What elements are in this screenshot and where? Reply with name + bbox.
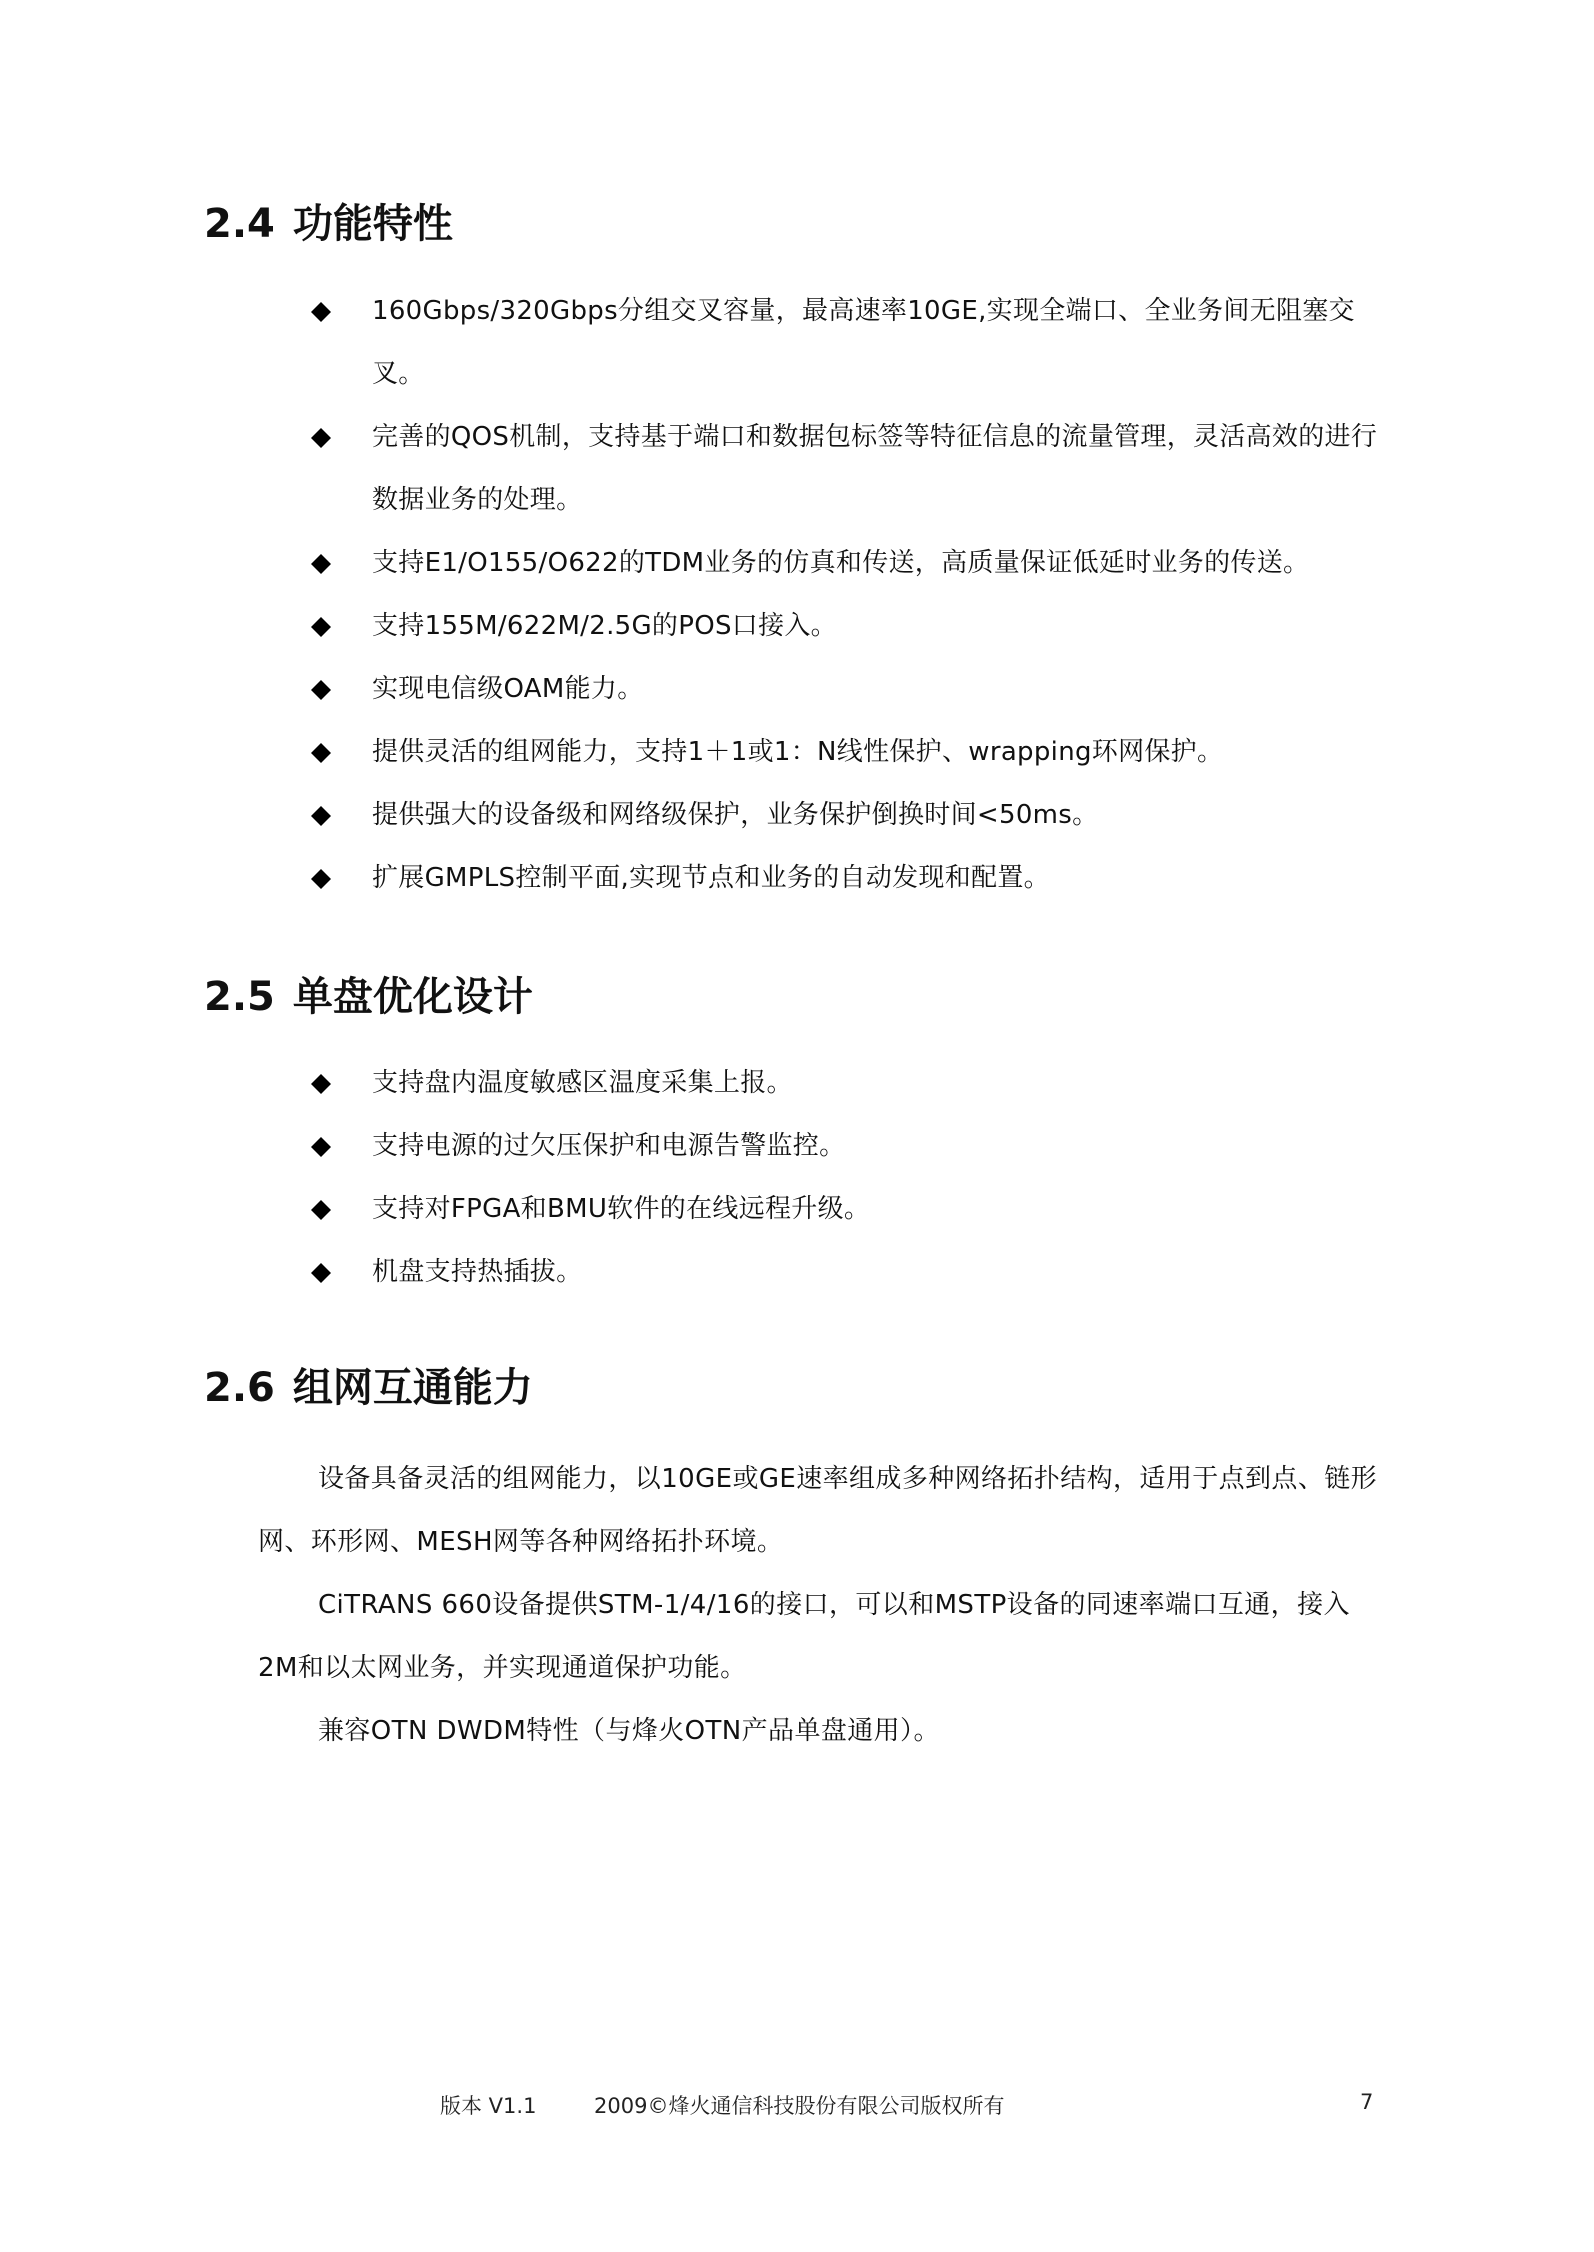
list-item-text: 完善的QOS机制，支持基于端口和数据包标签等特征信息的流量管理，灵活高效的进行数据业务的处理。 (372, 422, 1378, 515)
list-item (318, 1115, 1378, 1178)
section-title: 组网互通能力 (292, 1365, 533, 1411)
list-item (318, 658, 1378, 721)
list-item (318, 1241, 1378, 1304)
list-item-text: 扩展GMPLS控制平面,实现节点和业务的自动发现和配置。 (372, 863, 1050, 893)
list-item-text: 提供灵活的组网能力，支持1＋1或1：N线性保护、wrapping环网保护。 (372, 737, 1224, 767)
page-footer (0, 2090, 1594, 2130)
list-item-text: 提供强大的设备级和网络级保护，业务保护倒换时间<50ms。 (372, 800, 1099, 830)
section-heading-2-4 (204, 200, 453, 248)
footer-copyright: 2009©烽火通信科技股份有限公司版权所有 (594, 2094, 1005, 2118)
section-number: 2.6 (204, 1365, 275, 1411)
section-title: 功能特性 (292, 201, 453, 247)
list-item (318, 280, 1378, 406)
list-item-text: 支持对FPGA和BMU软件的在线远程升级。 (372, 1194, 871, 1224)
list-item (318, 406, 1378, 532)
diamond-bullet-icon (306, 721, 336, 784)
list-item-text: 支持155M/622M/2.5G的POS口接入。 (372, 611, 837, 641)
diamond-bullet-icon (306, 658, 336, 721)
section-heading-2-5 (204, 973, 533, 1021)
diamond-bullet-icon (306, 595, 336, 658)
body-paragraph: CiTRANS 660设备提供STM-1/4/16的接口，可以和MSTP设备的同速率端口互通，接入2M和以太网业务，并实现通道保护功能。 (258, 1590, 1350, 1683)
diamond-bullet-icon (306, 532, 336, 595)
diamond-bullet-icon (306, 847, 336, 910)
list-item-text: 支持E1/O155/O622的TDM业务的仿真和传送，高质量保证低延时业务的传送。 (372, 548, 1310, 578)
body-paragraph: 设备具备灵活的组网能力，以10GE或GE速率组成多种网络拓扑结构，适用于点到点、链形网、环形网、MESH网等各种网络拓扑环境。 (258, 1464, 1378, 1557)
section-title: 单盘优化设计 (292, 974, 533, 1020)
diamond-bullet-icon (306, 1115, 336, 1178)
list-item-text: 支持盘内温度敏感区温度采集上报。 (372, 1068, 793, 1098)
diamond-bullet-icon (306, 1178, 336, 1241)
list-item-text: 机盘支持热插拔。 (372, 1257, 583, 1287)
list-item (318, 1178, 1378, 1241)
section-number: 2.5 (204, 974, 275, 1020)
list-item-text: 实现电信级OAM能力。 (372, 674, 644, 704)
section-heading-2-6 (204, 1364, 533, 1412)
diamond-bullet-icon (306, 784, 336, 847)
list-item (318, 532, 1378, 595)
diamond-bullet-icon (306, 406, 336, 469)
list-item (318, 847, 1378, 910)
footer-version: 版本 V1.1 (440, 2094, 537, 2118)
list-item-text: 支持电源的过欠压保护和电源告警监控。 (372, 1131, 846, 1161)
list-item-text: 160Gbps/320Gbps分组交叉容量，最高速率10GE,实现全端口、全业务间无阻塞交叉。 (372, 296, 1355, 389)
diamond-bullet-icon (306, 1052, 336, 1115)
section-number: 2.4 (204, 201, 275, 247)
page-number: 7 (1360, 2090, 1374, 2114)
list-item (318, 721, 1378, 784)
diamond-bullet-icon (306, 1241, 336, 1304)
list-item (318, 1052, 1378, 1115)
list-item (318, 784, 1378, 847)
list-item (318, 595, 1378, 658)
diamond-bullet-icon (306, 280, 336, 343)
body-paragraph: 兼容OTN DWDM特性（与烽火OTN产品单盘通用）。 (318, 1716, 940, 1746)
